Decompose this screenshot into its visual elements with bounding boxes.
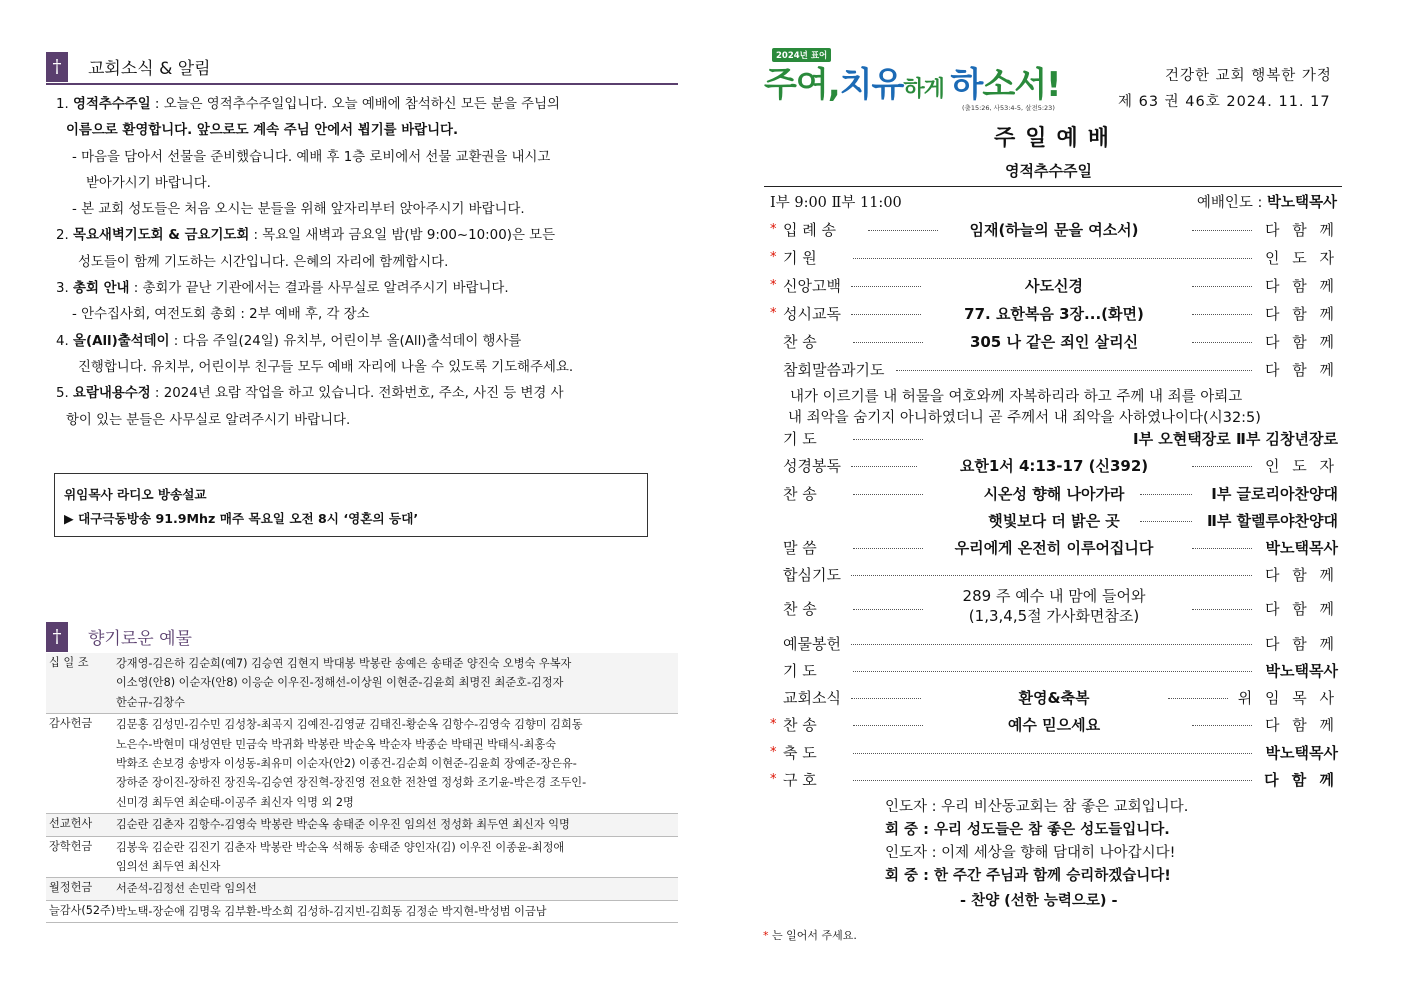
dot-leader — [853, 780, 1252, 781]
order-item-content: 305 나 같은 죄인 살리신 — [969, 333, 1139, 351]
dot-leader — [853, 548, 923, 549]
asterisk-icon: * — [770, 306, 777, 321]
order-item-content: 요한1서 4:13-17 (신392) — [959, 457, 1149, 475]
dot-leader — [853, 671, 1252, 672]
order-item-label: 기 도 — [783, 662, 817, 680]
order-item-label: 기 원 — [783, 249, 817, 267]
dot-leader — [851, 314, 921, 315]
order-item-label: 기 도 — [783, 430, 817, 448]
confession-verse-line: 내가 이르기를 내 허물을 여호와께 자복하리라 하고 주께 내 죄를 아뢰고 — [790, 389, 1243, 405]
order-item-content: 77. 요한복음 3장...(화면) — [964, 305, 1144, 323]
order-item-leader: 다 함 께 — [1264, 277, 1338, 295]
order-item — [764, 246, 1342, 270]
order-item-leader: 다 함 께 — [1264, 566, 1338, 584]
order-item-leader: 위 임 목 사 — [1237, 689, 1338, 707]
order-item-content: 사도신경 — [1025, 277, 1083, 295]
order-item — [764, 274, 1342, 298]
order-item — [764, 536, 1342, 560]
offering-row-always-thanks: 늘감사(52주) 박노택-장순애 김명욱 김부환-박소희 김성하-김지빈-김희동 김정순 박지현-박성범 이금남 — [46, 901, 678, 923]
closing-hymn: - 찬양 (선한 능력으로) - — [960, 893, 1118, 909]
order-item-leader: 다 함 께 — [1264, 361, 1338, 379]
order-item-leader: 다 함 께 — [1264, 716, 1338, 734]
news-line: 3. 총회 안내 : 총회가 끝난 기관에서는 결과를 사무실로 알려주시기 바랍니다. — [56, 281, 509, 297]
news-line: 이름으로 환영합니다. 앞으로도 계속 주님 안에서 뵙기를 바랍니다. — [66, 123, 459, 139]
dot-leader — [851, 575, 1252, 576]
order-item — [764, 482, 1342, 506]
responsive-line: 인도자 : 이제 세상을 향해 담대히 나아갑시다! — [885, 845, 1176, 861]
dot-leader — [1192, 314, 1252, 315]
dot-leader — [1192, 725, 1252, 726]
divider — [764, 186, 1342, 187]
order-item-label: 성경봉독 — [783, 457, 841, 475]
asterisk-icon: * — [770, 222, 777, 237]
news-line: 1. 영적추수주일 : 오늘은 영적추수주일입니다. 오늘 예배에 참석하신 모든 분을 주님의 — [56, 97, 560, 112]
news-list — [56, 92, 676, 434]
news-line: 받아가시기 바랍니다. — [86, 175, 211, 191]
worship-occasion: 영적추수주일 — [1005, 162, 1092, 180]
dot-leader — [1192, 230, 1252, 231]
news-section-header — [46, 52, 678, 82]
order-item-label: 교회소식 — [783, 689, 841, 707]
asterisk-icon: * — [770, 717, 777, 732]
order-item-leader: 박노택목사 — [1265, 662, 1338, 680]
order-item-label: 신앙고백 — [783, 277, 841, 295]
order-item-label: 입 례 송 — [783, 221, 837, 239]
order-item-label: 구 호 — [783, 771, 817, 789]
offering-section-title: 향기로운 예물 — [88, 629, 192, 649]
order-item-label: 참회말씀과기도 — [783, 361, 885, 379]
motto-text: 주여,치유하게 하소서! — [764, 65, 1061, 105]
order-item-leader: 인 도 자 — [1264, 249, 1338, 267]
motto-logo — [764, 47, 1061, 115]
order-item-content: 시온성 향해 나아가라 — [983, 485, 1125, 503]
dot-leader — [853, 342, 923, 343]
radio-title: 위임목사 라디오 방송설교 — [64, 487, 207, 502]
radio-broadcast-box — [54, 473, 648, 537]
news-line: - 마음을 담아서 선물을 준비했습니다. 예배 후 1층 로비에서 선물 교환권을 내시고 — [72, 149, 551, 165]
order-item-content-note: (1,3,4,5절 가사화면참조) — [968, 607, 1140, 625]
offering-row-mission: 선교헌사 김순란 김춘자 김항수-김영숙 박봉란 박순옥 송태준 이우진 임의선 정성화 최두연 최신자 익명 — [46, 814, 678, 836]
dot-leader — [853, 725, 923, 726]
news-line: - 안수집사회, 여전도회 총회 : 2부 예배 후, 각 장소 — [72, 307, 370, 323]
order-item — [764, 741, 1342, 765]
dot-leader — [1140, 494, 1193, 495]
dot-leader — [896, 370, 1252, 371]
order-item — [764, 427, 1342, 451]
order-item-leader: 인 도 자 — [1264, 457, 1338, 475]
offering-row-thanks: 감사헌금 김문홍 김성민-김수민 김성창-최곡지 김예진-김영균 김태진-황순옥 김항수-김영숙 김향미 김희동 노은수-박현미 대성연탄 민금숙 박귀화 박봉란 박순옥 박순자 박종순 박태권 박태식-최홍숙 박화조 손보경 송방자 이성동-최유미 이순자(안2) 이종건-김순희 이현준-김윤희 장예준-장은유- 장하준 장이진-장하진 장진욱-김승연 장진혁-장진영 전요한 전찬열 정성화 조기윤-박은경 조두인- 신미경 최두연 최순태-이공주 최신자 익명 외 2명 — [46, 714, 678, 814]
church-motto: 건강한 교회 행복한 가정 — [1165, 68, 1332, 84]
responsive-line: 회 중 : 한 주간 주님과 함께 승리하겠습니다! — [885, 868, 1171, 884]
news-line: 5. 요람내용수정 : 2024년 요람 작업을 하고 있습니다. 전화번호, 주소, 사진 등 변경 사 — [56, 386, 564, 402]
order-item — [764, 587, 1342, 625]
dot-leader — [1140, 521, 1193, 522]
news-line: 4. 올(All)출석데이 : 다음 주일(24일) 유치부, 어린이부 올(All)출석데이 행사를 — [56, 333, 522, 349]
news-line: 성도들이 함께 기도하는 시간입니다. 은혜의 자리에 함께합시다. — [78, 254, 449, 270]
section-divider — [46, 83, 678, 85]
order-item-content: 햇빛보다 더 밝은 곳 — [988, 512, 1120, 530]
motto-badge: 2024년 표어 — [772, 48, 831, 62]
dot-leader — [853, 753, 1252, 754]
order-item — [764, 563, 1342, 587]
order-item — [764, 218, 1342, 242]
asterisk-icon: * — [770, 278, 777, 293]
standing-note: * 는 일어서 주세요. — [763, 929, 857, 942]
order-item-content: 환영&축복 — [1018, 689, 1090, 707]
news-line: 항이 있는 분들은 사무실로 알려주시기 바랍니다. — [66, 412, 351, 428]
order-item — [764, 330, 1342, 354]
offering-row-scholarship: 장학헌금 김봉욱 김순란 김진기 김춘자 박봉란 박순옥 석해동 송태준 양인자(김) 이우진 이종윤-최정애 임의선 최두연 최신자 — [46, 837, 678, 879]
dot-leader — [851, 466, 917, 467]
order-item — [764, 509, 1342, 533]
dot-leader — [1192, 286, 1252, 287]
order-item — [764, 454, 1342, 478]
order-item — [764, 713, 1342, 737]
order-item — [764, 302, 1342, 326]
dot-leader — [1168, 698, 1228, 699]
offering-row-tithe: 십 일 조 강재영-김은하 김순희(예7) 김승연 김현지 박대봉 박봉란 송예은 송태준 양진숙 오병숙 우복자 이소영(안8) 이순자(안8) 이응순 이우진-정해선-이상원 이현준-김윤희 최명진 최준호-김정자 한순규-김창수 — [46, 653, 678, 714]
cross-icon: † — [46, 52, 68, 82]
order-item-label: 축 도 — [783, 744, 817, 762]
order-item-content: 임재(하늘의 문을 여소서) — [969, 221, 1139, 239]
order-item-label: 예물봉헌 — [783, 635, 841, 653]
worship-title: 주일예배 — [994, 126, 1120, 151]
issue-info: 제 63 권 46호 2024. 11. 17 — [1118, 94, 1331, 110]
asterisk-icon: * — [770, 772, 777, 787]
order-item — [764, 686, 1342, 710]
dot-leader — [851, 286, 921, 287]
order-item-leader: Ⅰ부 글로리아찬양대 — [1211, 485, 1338, 503]
responsive-line: 인도자 : 우리 비산동교회는 참 좋은 교회입니다. — [885, 799, 1189, 815]
dot-leader — [1192, 342, 1252, 343]
order-item-leader: 다 함 께 — [1264, 771, 1338, 789]
order-item-label: 찬 송 — [783, 716, 817, 734]
order-item-label: 성시교독 — [783, 305, 841, 323]
order-item-leader: 다 함 께 — [1264, 333, 1338, 351]
dot-leader — [853, 494, 923, 495]
dot-leader — [853, 609, 923, 610]
order-item-leader: 다 함 께 — [1264, 221, 1338, 239]
responsive-line: 회 중 : 우리 성도들은 참 좋은 성도들입니다. — [885, 822, 1170, 838]
dot-leader — [1192, 548, 1252, 549]
order-item-label: 합심기도 — [783, 566, 841, 584]
dot-leader — [853, 439, 923, 440]
order-item-leader: 다 함 께 — [1264, 305, 1338, 323]
order-item-leader: 다 함 께 — [1264, 600, 1338, 618]
news-line: - 본 교회 성도들은 처음 오시는 분들을 위해 앞자리부터 앉아주시기 바랍니다. — [72, 202, 525, 218]
dot-leader — [853, 258, 1252, 259]
order-item-label: 찬 송 — [783, 600, 817, 618]
order-item — [764, 659, 1342, 683]
dot-leader — [1192, 466, 1252, 467]
dot-leader — [851, 644, 1252, 645]
dot-leader — [1192, 609, 1252, 610]
confession-verse-line: 내 죄악을 숨기지 아니하였더니 곧 주께서 내 죄악을 사하였나이다(시32:5) — [788, 410, 1261, 426]
order-item-label: 찬 송 — [783, 333, 817, 351]
order-item-leader: 박노택목사 — [1265, 744, 1338, 762]
order-item-content: 예수 믿으세요 — [1007, 716, 1101, 734]
asterisk-icon: * — [763, 929, 769, 942]
service-leader: 예배인도 : 박노택목사 — [1196, 195, 1337, 211]
order-item-content: 289 주 예수 내 맘에 들어와 (1,3,4,5절 가사화면참조) — [962, 587, 1146, 625]
order-item-label: 찬 송 — [783, 485, 817, 503]
order-item-content: Ⅰ부 오현택장로 Ⅱ부 김창년장로 — [1132, 430, 1338, 448]
radio-detail: ▶ 대구극동방송 91.9Mhz 매주 목요일 오전 8시 ‘영혼의 등대’ — [64, 511, 419, 526]
asterisk-icon: * — [770, 250, 777, 265]
offering-section-header — [46, 622, 678, 652]
dot-leader — [868, 230, 938, 231]
order-item-content: 우리에게 온전히 이루어집니다 — [954, 539, 1154, 557]
order-item-label: 말 씀 — [783, 539, 817, 557]
offering-table — [46, 653, 678, 923]
order-item-leader: 다 함 께 — [1264, 635, 1338, 653]
dot-leader — [851, 698, 921, 699]
news-line: 2. 목요새벽기도회 & 금요기도회 : 목요일 새벽과 금요일 밤(밤 9:00~10:00)은 모든 — [56, 228, 556, 244]
motto-reference: (출15:26, 사53:4-5, 살전5:23) — [962, 104, 1055, 112]
offering-row-monthly: 월정헌금 서준석-김정선 손민락 임의선 — [46, 878, 678, 900]
asterisk-icon: * — [770, 745, 777, 760]
order-item — [764, 632, 1342, 656]
order-item-leader: Ⅱ부 할렐루야찬양대 — [1206, 512, 1338, 530]
order-item-leader: 박노택목사 — [1265, 539, 1338, 557]
cross-icon: † — [46, 622, 68, 652]
news-line: 진행합니다. 유치부, 어린이부 친구들 모두 예배 자리에 나올 수 있도록 기도해주세요. — [78, 359, 574, 375]
service-times: Ⅰ부 9:00 Ⅱ부 11:00 — [770, 195, 902, 211]
order-item — [764, 768, 1342, 792]
news-section-title: 교회소식 & 알림 — [88, 59, 211, 79]
order-item — [764, 358, 1342, 382]
